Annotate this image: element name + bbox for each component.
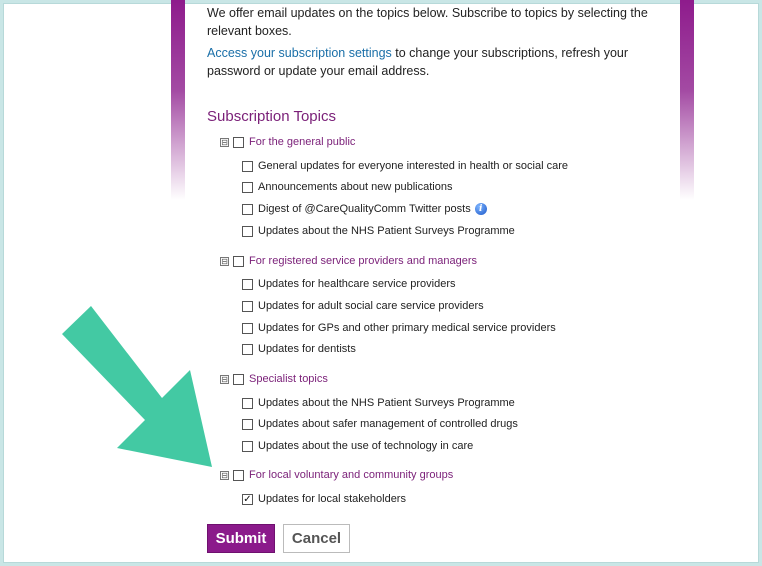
topic-label: Updates about the NHS Patient Surveys Programme [258,225,515,237]
topic-label: Updates about the use of technology in care [258,440,474,452]
cancel-button[interactable]: Cancel [283,524,350,553]
group-label: For the general public [249,136,356,148]
topic-label: Announcements about new publications [258,181,453,193]
intro-text: We offer email updates on the topics below. Subscribe to topics by selecting the relevant boxes. [207,6,648,38]
subscription-settings-link[interactable]: Access your subscription settings [207,46,392,60]
topic-label: Updates about safer management of controlled drugs [258,418,518,430]
submit-button[interactable]: Submit [207,524,275,553]
collapse-toggle-icon[interactable]: ⊟ [221,374,228,384]
topic-label: Updates for adult social care service providers [258,300,484,312]
collapse-toggle-icon[interactable]: ⊟ [221,470,228,480]
topic-label: Updates for local stakeholders [258,493,406,505]
collapse-toggle-icon[interactable]: ⊟ [221,256,228,266]
topic-label: Digest of @CareQualityComm Twitter posts [258,203,471,215]
subscription-topics-heading: Subscription Topics [207,108,336,125]
topic-label: Updates for GPs and other primary medical service providers [258,322,556,334]
topic-checkbox-checked[interactable]: ✓ [243,493,252,505]
topic-label: Updates for dentists [258,343,356,355]
settings-text-rest: to change your subscriptions, refresh your password or update your email address. [207,46,629,78]
topic-label: Updates for healthcare service providers [258,278,456,290]
group-label: For registered service providers and managers [249,255,478,267]
topic-label: General updates for everyone interested in health or social care [258,160,569,172]
group-label: For local voluntary and community groups [249,469,454,481]
info-icon[interactable]: i [475,203,487,215]
group-label: Specialist topics [249,373,328,385]
collapse-toggle-icon[interactable]: ⊟ [221,137,228,147]
topic-label: Updates about the NHS Patient Surveys Programme [258,397,515,409]
